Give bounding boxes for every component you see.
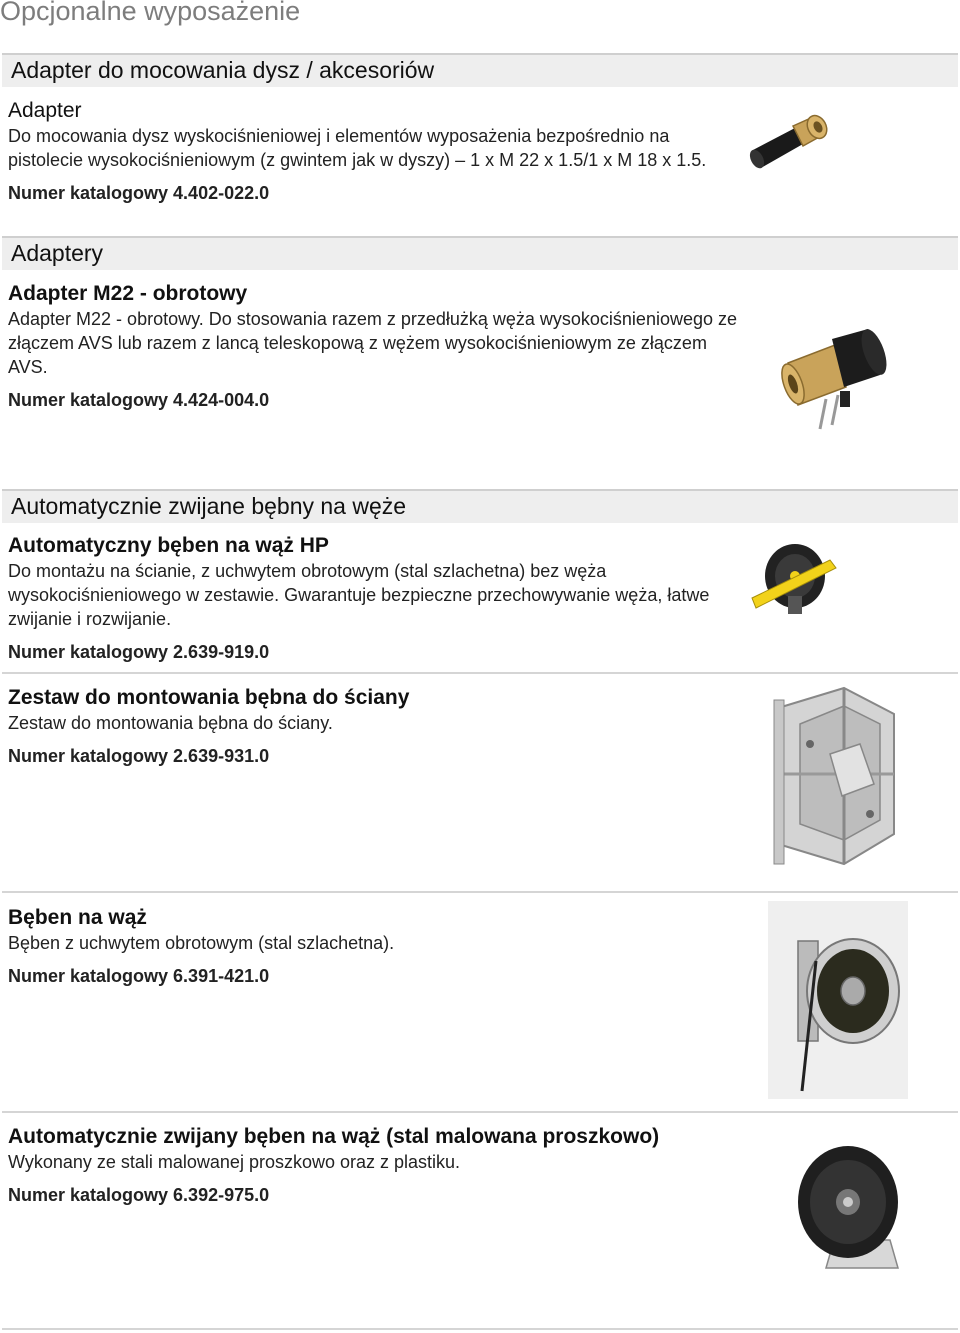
divider <box>2 891 958 893</box>
product-description: Adapter M22 - obrotowy. Do stosowania razem z przedłużką węża wysokociśnieniowego ze złączem AVS lub razem z lancą teleskopową z wężem wysokociśnieniowym ze złączem AVS. <box>8 309 738 377</box>
divider <box>2 1328 958 1330</box>
product-description: Wykonany ze stali malowanej proszkowo oraz z plastiku. <box>8 1152 461 1172</box>
product-item-powder-reel <box>8 1124 768 1207</box>
section-header-adapters <box>2 236 958 270</box>
product-item-adapter <box>8 98 738 205</box>
section-title: Adaptery <box>11 240 104 266</box>
product-description: Do mocowania dysz wyskociśnieniowej i elementów wyposażenia bezpośrednio na pistolecie wysokociśnieniowym (z gwintem jak w dyszy) – 1 x M 22 x 1.5/1 x M 18 x 1.5. <box>8 126 707 170</box>
section-header-hose-reels <box>2 489 958 523</box>
product-name: Zestaw do montowania bębna do ściany <box>8 686 410 709</box>
section-header-adapter <box>2 53 958 87</box>
product-description: Bęben z uchwytem obrotowym (stal szlachetna). <box>8 933 395 953</box>
page-title: Opcjonalne wyposażenie <box>0 0 301 26</box>
catalog-number: Numer katalogowy 2.639-919.0 <box>8 642 270 662</box>
product-item-hp-reel <box>8 533 738 664</box>
section-title: Adapter do mocowania dysz / akcesoriów <box>11 57 435 83</box>
wall-mount-kit-icon <box>770 684 905 880</box>
swivel-adapter-icon <box>780 325 895 435</box>
product-item-adapter-m22 <box>8 281 738 412</box>
product-description: Do montażu na ścianie, z uchwytem obrotowym (stal szlachetna) bez węża wysokociśnieniowego w zestawie. Gwarantuje bezpieczne przechowywanie węża, łatwe zwijanie i rozwijanie. <box>8 561 710 629</box>
product-name: Automatycznie zwijany bęben na wąż (stal malowana proszkowo) <box>8 1125 660 1148</box>
product-description: Zestaw do montowania bębna do ściany. <box>8 713 333 733</box>
hose-reel-yellow-icon <box>750 538 840 618</box>
catalog-number: Numer katalogowy 6.391-421.0 <box>8 966 270 986</box>
product-name: Adapter M22 - obrotowy <box>8 282 248 305</box>
product-item-wall-mount <box>8 685 738 768</box>
divider <box>2 672 958 674</box>
product-name: Automatyczny bęben na wąż HP <box>8 534 329 557</box>
catalog-number: Numer katalogowy 4.402-022.0 <box>8 183 270 203</box>
product-item-hose-reel <box>8 905 738 988</box>
catalog-number: Numer katalogowy 2.639-931.0 <box>8 746 270 766</box>
catalog-number: Numer katalogowy 6.392-975.0 <box>8 1185 270 1205</box>
nozzle-adapter-icon <box>745 108 835 178</box>
powder-coated-hose-reel-icon <box>790 1140 905 1270</box>
product-name: Adapter <box>8 99 82 122</box>
divider <box>2 1111 958 1113</box>
product-name: Bęben na wąż <box>8 906 147 929</box>
catalog-number: Numer katalogowy 4.424-004.0 <box>8 390 270 410</box>
stainless-hose-reel-icon <box>768 901 908 1099</box>
section-title: Automatycznie zwijane bębny na węże <box>11 493 407 519</box>
